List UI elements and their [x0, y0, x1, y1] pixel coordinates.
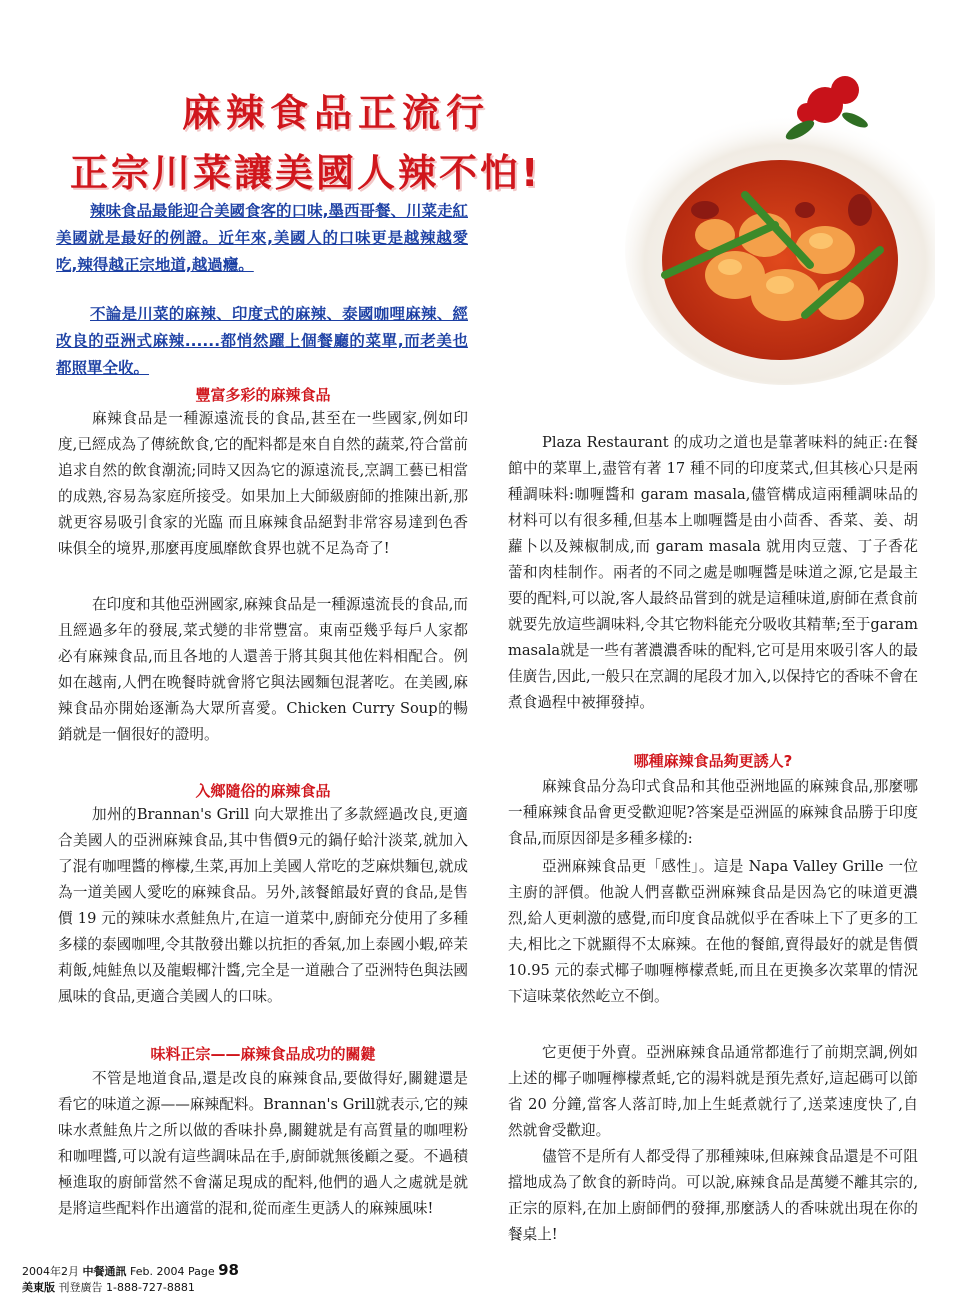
footer-page-number: 98 [218, 1261, 239, 1279]
footer-publication: 中餐通訊 [82, 1265, 127, 1278]
headline-line-2: 正宗川菜讓美國人辣不怕! [70, 151, 542, 195]
right-paragraph-1: Plaza Restaurant 的成功之道也是靠著味料的純正:在餐館中的菜單上,盡管有著 17 種不同的印度菜式,但其核心只是兩種調味料:咖喱醬和 garam masala,儘管構成這兩種調味品的材料可以有很多種,但基本上咖喱醬是由小茴香、香菜、姜、胡蘿卜以及辣椒制成,而 garam masala 就用肉豆蔻、丁子香花蕾和肉桂制作。兩者的不同之處是咖喱醬是味道之源,它是最主要的配料,可以說,客人最終品嘗到的就是這種味道,廚師在煮食前就要先放這些調味料,令其它物料能充分吸收其精華;至于garam masala就是一些有著濃濃香味的配料,它可是用來吸引客人的最佳廣告,因此,一般只在烹調的尾段才加入,以保持它的香味不會在煮食過程中被揮發掉。 [508, 434, 918, 711]
footer-ad-label: 刊登廣告 [58, 1281, 103, 1294]
spicy-dish-photo [595, 35, 935, 385]
section-1-paragraph-1: 麻辣食品是一種源遠流長的食品,甚至在一些國家,例如印度,已經成為了傳統飲食,它的配料都是來自自然的蔬菜,符合當前追求自然的飲食潮流;同時又因為它的源遠流長,烹調工藝已相當的成熟,容易為家庭所接受。如果加上大師級廚師的推陳出新,那就更容易吸引食家的光臨 而且麻辣食品絕對非常容易達到色香味俱全的境界,那麼再度風靡飲食界也就不足為奇了! [58, 410, 468, 557]
section-4-paragraph-1: 麻辣食品分為印式食品和其他亞洲地區的麻辣食品,那麼哪一種麻辣食品會更受歡迎呢?答案是亞洲區的麻辣食品勝于印度食品,而原因卻是多種多樣的: [508, 778, 918, 847]
section-heading-1: 豐富多彩的麻辣食品 [195, 386, 331, 404]
intro-paragraph-2: 不論是川菜的麻辣、印度式的麻辣、泰國咖哩麻辣、經改良的亞洲式麻辣......都悄然躍上個餐廳的菜單,而老美也都照單全收。 [56, 305, 468, 377]
page-footer [22, 1262, 239, 1296]
footer-phone: 1-888-727-8881 [106, 1281, 195, 1294]
footer-page-label: Page [187, 1265, 215, 1278]
section-4-paragraph-3: 它更便于外賣。亞洲麻辣食品通常都進行了前期烹調,例如上述的椰子咖喱檸檬煮蚝,它的湯料就是預先煮好,這起碼可以節省 20 分鐘,當客人落訂時,加上生蚝煮就行了,送菜速度快了,自然就會受歡迎。 [508, 1044, 918, 1139]
headline-line-1: 麻辣食品正流行 [182, 91, 491, 135]
section-heading-4: 哪種麻辣食品夠更誘人? [633, 752, 793, 770]
section-4-paragraph-4: 儘管不是所有人都受得了那種辣味,但麻辣食品還是不可阻擋地成為了飲食的新時尚。可以說,麻辣食品是萬變不離其宗的,正宗的原料,在加上廚師們的發揮,那麼誘人的香味就出現在你的餐桌上! [508, 1148, 918, 1243]
footer-edition: 美東版 [22, 1281, 55, 1294]
section-heading-2: 入鄉隨俗的麻辣食品 [195, 782, 331, 800]
section-1-paragraph-2: 在印度和其他亞洲國家,麻辣食品是一種源遠流長的食品,而且經過多年的發展,菜式變的非常豐富。東南亞幾乎每戶人家都必有麻辣食品,而且各地的人還善于將其與其他佐料相配合。例如在越南,人們在晚餐時就會將它與法國麵包混著吃。在美國,麻辣食品亦開始逐漸為大眾所喜愛。Chicken Curry Soup的暢銷就是一個很好的證明。 [58, 596, 468, 743]
section-heading-3: 味料正宗——麻辣食品成功的關鍵 [150, 1045, 376, 1063]
section-3-paragraph-1: 不管是地道食品,還是改良的麻辣食品,要做得好,關鍵還是看它的味道之源——麻辣配料。Brannan's Grill就表示,它的辣味水煮鮭魚片之所以做的香味扑鼻,關鍵就是有高質量的咖哩粉和咖哩醬,可以說有這些調味品在手,廚師就無後顧之憂。不過積極進取的廚師當然不會滿足現成的配料,他們的過人之處就是就是將這些配料作出適當的混和,從而產生更誘人的麻辣風味! [58, 1070, 468, 1217]
footer-month: Feb. 2004 [130, 1265, 185, 1278]
intro-paragraph-1: 辣味食品最能迎合美國食客的口味,墨西哥餐、川菜走紅美國就是最好的例證。近年來,美國人的口味更是越辣越愛吃,辣得越正宗地道,越過癮。 [56, 202, 468, 274]
section-4-paragraph-2: 亞洲麻辣食品更「感性」。這是 Napa Valley Grille 一位主廚的評價。他說人們喜歡亞洲麻辣食品是因為它的味道更濃烈,給人更刺激的感覺,而印度食品就似乎在香味上下了更多的工夫,相比之下就顯得不太麻辣。在他的餐館,賣得最好的就是售價 10.95 元的泰式椰子咖喱檸檬煮蚝,而且在更換多次菜單的情況下這味菜依然屹立不倒。 [508, 858, 918, 1005]
section-2-paragraph-1: 加州的Brannan's Grill 向大眾推出了多款經過改良,更適合美國人的亞洲麻辣食品,其中售價9元的鍋仔蛤汁淡菜,就加入了混有咖哩醬的檸檬,生菜,再加上美國人常吃的芝麻烘麵包,就成為一道美國人愛吃的麻辣食品。另外,該餐館最好賣的食品,是售價 19 元的辣味水煮鮭魚片,在這一道菜中,廚師充分使用了多種多樣的泰國咖哩,令其散發出難以抗拒的香氣,加上泰國小蝦,碎茉莉飯,炖鮭魚以及龍蝦椰汁醬,完全是一道融合了亞洲特色與法國風味的食品,更適合美國人的口味。 [58, 806, 468, 1005]
footer-date: 2004年2月 [22, 1265, 79, 1278]
